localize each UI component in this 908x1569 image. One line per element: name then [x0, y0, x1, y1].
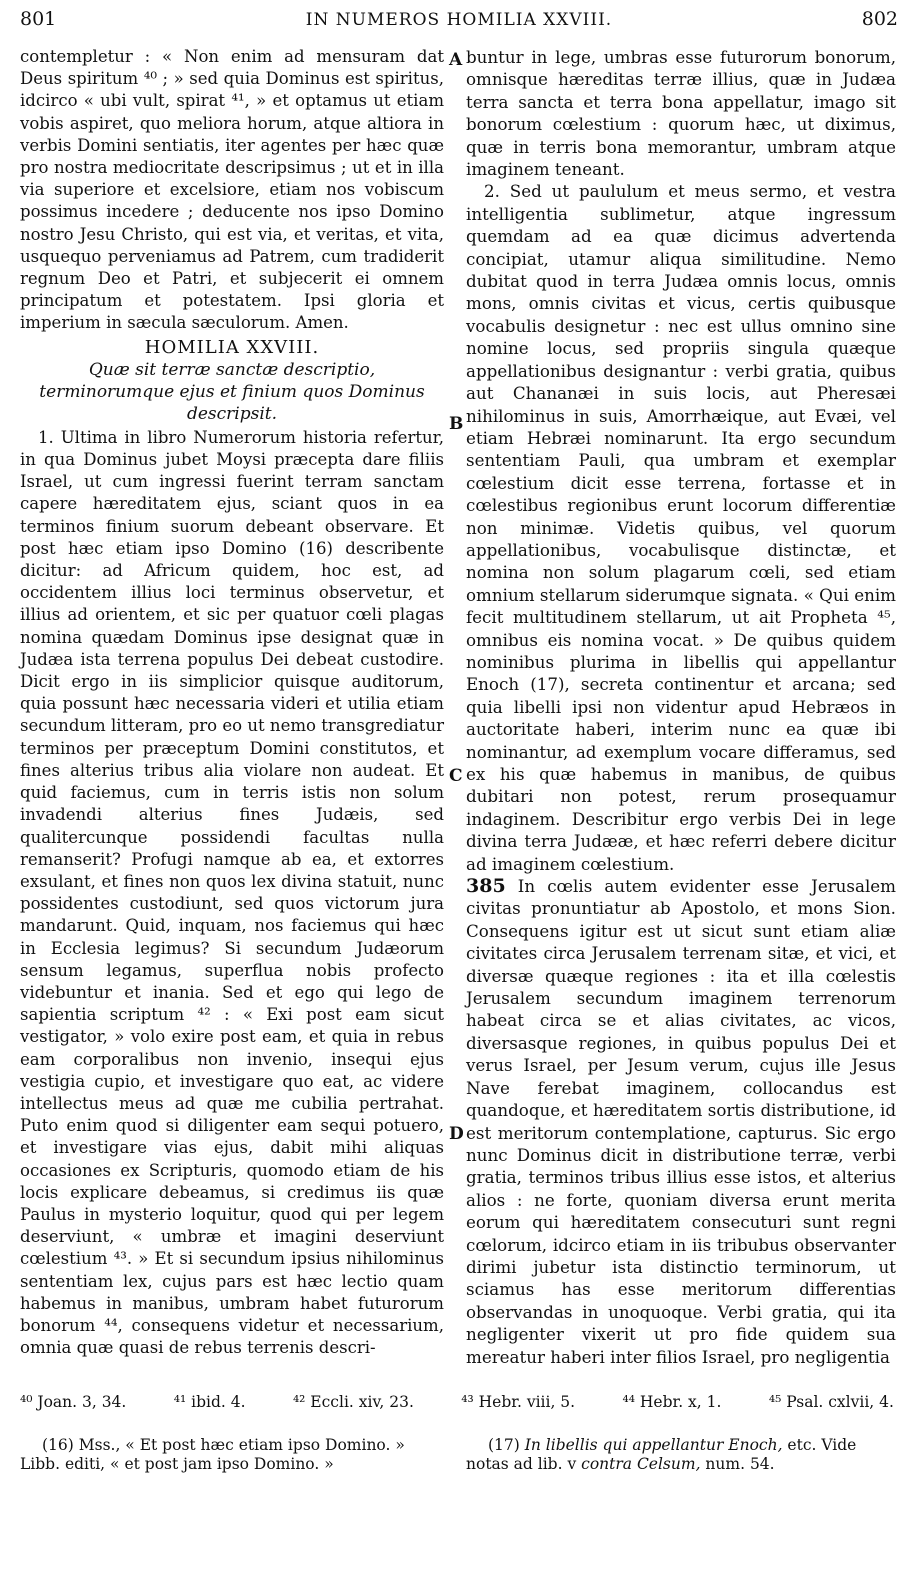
reference-45: ⁴⁵ Psal. cxlvii, 4. — [768, 1393, 894, 1411]
section-number-2: 2. — [484, 181, 500, 202]
right-paragraph-2-text: Sed ut paululum et meus sermo, et vestra intelligentia sublimetur, atque ingressum quemdam ad ea quæ dicimus advertenda concipiat, utamur aliqua similitudine. Nemo dubitat quod in terra Judæa omnis locus, omnis mons, omnis civitas et vicus, certis quibusque vocabulis designetur : nec est ullus omnino sine nomine locus, sed propriis singula quæque appellationibus designantur : verbi gratia, quibus aut Chananæi in suis locis, aut Pheresæi nihilominus in suis, Amorrhæique, aut Evæi, vel etiam Hebræi nominarunt. Ita ergo secundum sententiam Pauli, qua umbram et exemplar cœlestium dicit esse terrena, fortasse et in cœlestibus regionibus erunt locorum differentiæ non minimæ. Videtis quibus, vel quorum appellationibus, vocabulisque distinctæ, et nomina non solum plagarum cœli, sed etiam omnium stellarum siderumque signata. « Qui enim fecit multitudinem stellarum, ut ait Propheta ⁴⁵, omnibus eis nomina vocat. » De quibus quidem nominibus plurima in libellis qui appellantur Enoch (17), secreta continentur et arcana; sed quia libelli ipsi non videntur apud Hebræos in auctoritate haberi, interim nunc ea quæ ibi nominantur, ad exemplum vocare differamus, sed ex his quæ habemus in manibus, de quibus dubitari non potest, rerum prosequamur indaginem. Describitur ergo verbis Dei in lege divina terra Judææ, et hæc referri debere dicitur ad imaginem cœlestium. — [466, 181, 896, 874]
reference-43: ⁴³ Hebr. viii, 5. — [461, 1393, 576, 1411]
right-paragraph-3-text: In cœlis autem evidenter esse Jerusalem civitas pronuntiatur ab Apostolo, et mons Sion. Consequens igitur est ut sicut sunt etiam aliæ civitates circa Jerusalem terrenam sitæ, et vici, et diversæ quæque regiones : ita et illa cœlestis Jerusalem secundum imaginem terrenorum habeat circa se et alias civitates, ac vicos, diversasque regiones, in quibus populus Dei et verus Israel, per Jesum verum, cujus ille Jesus Nave ferebat imaginem, collocandus est quandoque, et hæreditatem sortis distributione, id est meritorum contemplatione, capturus. Sic ergo nunc Dominus dicit in distributione terræ, verbi gratia, terminos tribus illius esse istos, et alterius alios : ne forte, quoniam diversa erunt merita eorum qui hæreditatem consecuturi sunt regni cœlorum, idcirco etiam in iis tribubus observanter dirimi jubetur ista distinctio terminorum, ut sciamus has esse meritorum differentias observandas in unoquoque. Verbi gratia, qui ita negligenter vixerit ut pro fide quidem sua mereatur haberi inter filios Israel, pro negligentia — [466, 876, 896, 1367]
homily-subheading: Quæ sit terræ sanctæ descriptio, terminorumque ejus et finium quos Dominus descripsit. — [39, 359, 425, 424]
left-paragraph-1: contempletur : « Non enim ad mensuram dat Deus spiritum ⁴⁰ ; » sed quia Dominus est spiritus, idcirco « ubi vult, spirat ⁴¹, » et optamus ut etiam vobis aspiret, quo meliora horum, atque altiora in verbis Domini sentiatis, iter agentes per hæc quæ pro nostra mediocritate descripsimus ; ut et in illa via superiore et excelsiore, etiam nos vobiscum possimus incedere ; deducente nos ipso Domino nostro Jesu Christo, qui est via, et veritas, et vita, usquequo perveniamus ad Patrem, cum tradiderit regnum Deo et Patri, et subjecerit ei omnem principatum et potestatem. Ipsi gloria et imperium in sæcula sæculorum. Amen. — [20, 47, 444, 333]
left-paragraph-2 — [20, 427, 444, 1360]
footnote-17-text — [466, 1436, 896, 1474]
right-column — [466, 46, 896, 1368]
scripture-references — [20, 1392, 894, 1412]
homily-heading: HOMILIA XXVIII. — [144, 336, 320, 358]
page-number-left: 801 — [20, 8, 57, 30]
footnote-17-mid: etc. Vide notas ad lib. v — [466, 1436, 857, 1473]
right-paragraph-2 — [466, 180, 896, 875]
column-number: 385 — [466, 875, 506, 898]
reference-44: ⁴⁴ Hebr. x, 1. — [622, 1393, 722, 1411]
reference-42: ⁴² Eccli. xiv, 23. — [292, 1393, 414, 1411]
footnote-17-tail: num. 54. — [700, 1455, 775, 1473]
reference-41: ⁴¹ ibid. 4. — [173, 1393, 246, 1411]
left-column — [20, 46, 444, 1359]
margin-letter-c: C — [449, 766, 463, 786]
left-paragraph-2-text: Ultima in libro Numerorum historia refertur, in qua Dominus jubet Moysi præcepta dare filiis Israel, ut cum ingressi fuerint terram sanctam capere hæreditatem ejus, sciant quos in ea terminos finium suorum debeant observare. Et post hæc etiam ipso Domino (16) describente dicitur: ad Africum quidem, hoc est, ad occidentem illius loci terminus observetur, et illius ad orientem, et sic per quatuor cœli plagas nomina quædam Dominus ipse designat quæ in Judæa ista terrena populus Dei debeat custodire. Dicit ergo in iis simplicior quisque auditorum, quia possunt hæc necessaria videri et utilia etiam secundum litteram, pro eo ut nemo transgrediatur terminos per præceptum Domini constitutos, et fines alterius tribus alia violare non audeat. Et quid faciemus, cum in terris istis non solum invadendi alterius fines Judæis, sed qualitercunque possidendi facultas nulla remanserit? Profugi namque ab ea, et extorres exsulant, et fines non quos lex divina statuit, nunc possidentes custodiunt, sed quos victorum jura mandarunt. Quid, inquam, nos faciemus qui hæc in Ecclesia legimus? Si secundum Judæorum sensum legamus, superflua nobis profecto videbuntur et inania. Sed et ego qui lego de sapientia scriptum ⁴² : « Exi post eam sicut vestigator, » volo exire post eam, et quia in rebus eam corporalibus non invenio, insequi ejus vestigia cupio, et investigare quo eat, ac videre intellectus meus ad quæ me cubilia pertrahat. Puto enim quod si diligenter eam sequi potuero, et investigare vias ejus, dabit mihi aliquas occasiones ex Scripturis, quomodo etiam de his locis explicare debeamus, si credimus iis quæ Paulus in mysterio loquitur, quod qui per legem deserviunt, « umbræ et imagini deserviunt cœlestium ⁴³. » Et si secundum ipsius nihilominus sententiam lex, cujus pars est hæc lectio quam habemus in manibus, umbram habet futurorum bonorum ⁴⁴, consequens videtur et necessarium, omnia quæ quasi de rebus terrenis descri- — [20, 427, 444, 1358]
footnote-17-number: (17) — [488, 1436, 525, 1454]
footnote-17-italic-2: contra Celsum, — [581, 1455, 701, 1473]
section-number-1: 1. — [38, 427, 54, 447]
reference-40: ⁴⁰ Joan. 3, 34. — [20, 1393, 127, 1411]
running-title: IN NUMEROS HOMILIA XXVIII. — [305, 10, 613, 30]
running-header — [20, 8, 898, 34]
footnote-16-text: (16) Mss., « Et post hæc etiam ipso Domino. » Libb. editi, « et post jam ipso Domino. » — [20, 1436, 405, 1473]
footnote-17-italic: In libellis qui appellantur Enoch, — [524, 1436, 783, 1454]
margin-letter-a: A — [449, 50, 463, 70]
margin-letter-d: D — [449, 1124, 464, 1144]
right-paragraph-1: buntur in lege, umbras esse futurorum bonorum, omnisque hæreditas terræ illius, quæ in Judæa terra sancta et terra bona appellatur, imago sit bonorum cœlestium : quorum hæc, ut diximus, quæ in terris bona memorantur, umbram atque imaginem teneant. — [466, 47, 896, 180]
page-number-right: 802 — [861, 8, 898, 30]
right-paragraph-3 — [466, 875, 896, 1368]
margin-letter-b: B — [449, 414, 464, 434]
footnote-17 — [466, 1436, 896, 1474]
footnote-16 — [20, 1436, 440, 1474]
